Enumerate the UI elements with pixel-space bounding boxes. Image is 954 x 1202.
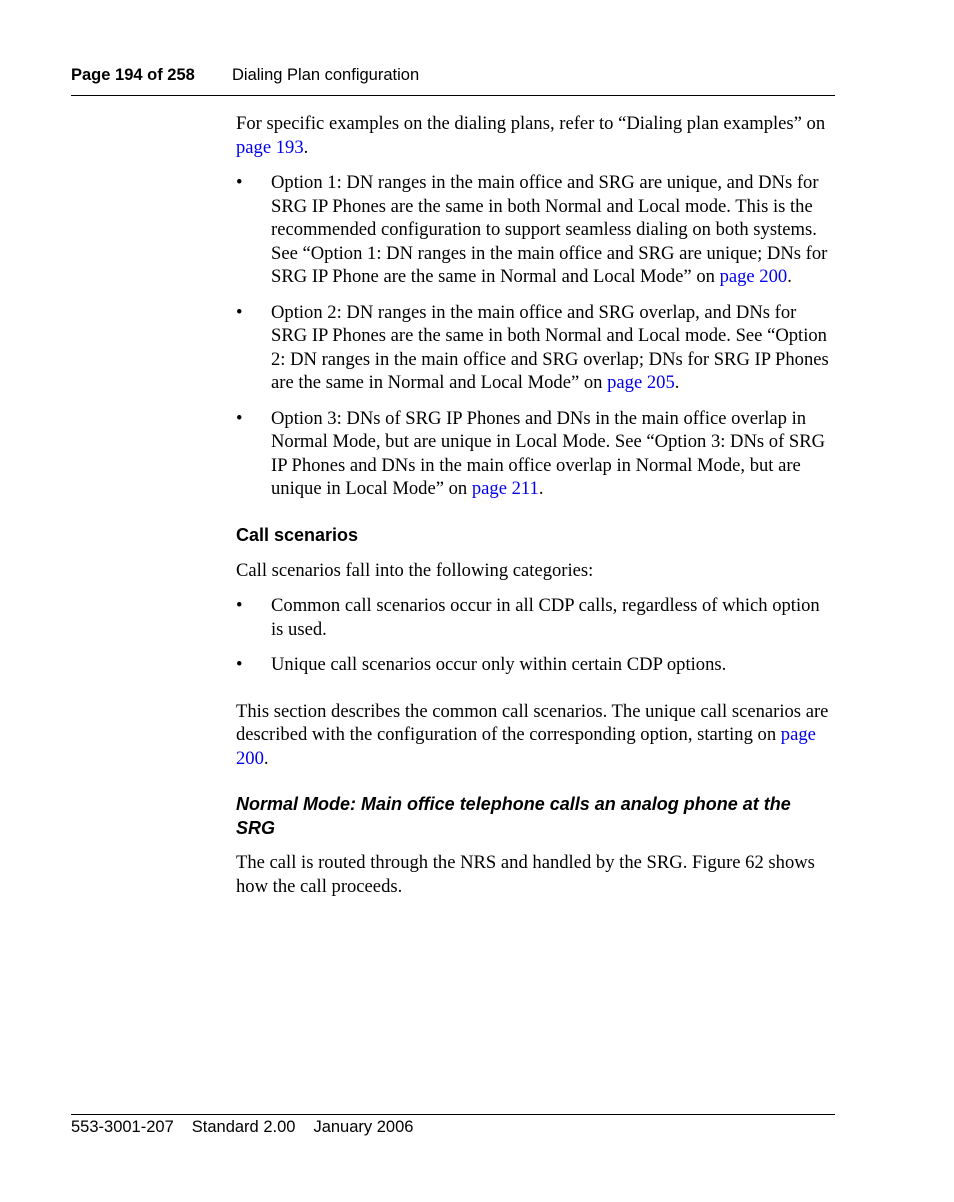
option-3-item: • Option 3: DNs of SRG IP Phones and DNs in the main office overlap in Normal Mode, but are unique in Local Mode. See “Option 3: DNs of SRG IP Phones and DNs in the main office overlap in Normal Mode, but are unique in Local Mode” on page 211. xyxy=(236,407,826,499)
call-scenarios-heading: Call scenarios xyxy=(236,524,359,545)
unique-scenarios-item: • Unique call scenarios occur only within certain CDP options. xyxy=(236,654,727,675)
page-200-link[interactable]: page 200 xyxy=(719,266,788,287)
page-content xyxy=(236,112,834,898)
page-211-link[interactable]: page 211 xyxy=(471,478,539,499)
bullet-icon: • xyxy=(236,172,243,193)
page-193-link[interactable]: page 193 xyxy=(236,136,304,158)
header-rule xyxy=(71,95,835,96)
scenarios-description: This section describes the common call scenarios. The unique call scenarios are described with the configuration of the corresponding option, starting on page 200. xyxy=(236,700,829,769)
section-title: Dialing Plan configuration xyxy=(232,66,420,84)
page-number: Page 194 of 258 xyxy=(71,66,195,84)
option-1-item: • Option 1: DN ranges in the main office and SRG are unique, and DNs for SRG IP Phones are the same in both Normal and Local mode. This is the recommended configuration to support seamless dialing on both systems. See “Option 1: DN ranges in the main office and SRG are unique; DNs for SRG IP Phone are the same in Normal and Local Mode” on page 200. xyxy=(236,172,828,287)
normal-mode-paragraph: The call is routed through the NRS and handled by the SRG. Figure 62 shows how the call proceeds. xyxy=(236,852,815,897)
common-scenarios-item: • Common call scenarios occur in all CDP calls, regardless of which option is used. xyxy=(236,595,820,640)
page-header xyxy=(71,66,835,88)
option-2-item: • Option 2: DN ranges in the main office and SRG overlap, and DNs for SRG IP Phones are the same in both Normal and Local mode. See “Option 2: DN ranges in the main office and SRG overlap; DNs for SRG IP Phones are the same in Normal and Local Mode” on page 205. xyxy=(236,301,829,393)
normal-mode-heading: Normal Mode: Main office telephone calls an analog phone at the SRG xyxy=(236,794,791,838)
publish-date: January 2006 xyxy=(313,1118,414,1136)
call-scenarios-intro: Call scenarios fall into the following categories: xyxy=(236,559,594,581)
page-200-link-2[interactable]: page 200 xyxy=(236,724,816,769)
intro-paragraph: For specific examples on the dialing plans, refer to “Dialing plan examples” on page 193. xyxy=(236,113,826,158)
page-205-link[interactable]: page 205 xyxy=(607,372,675,393)
bullet-icon: • xyxy=(236,654,243,675)
bullet-icon: • xyxy=(236,595,243,616)
footer-rule xyxy=(71,1114,835,1115)
standard-version: Standard 2.00 xyxy=(191,1118,296,1136)
doc-number: 553-3001-207 xyxy=(71,1118,174,1136)
bullet-icon: • xyxy=(236,407,243,429)
page-footer xyxy=(71,1118,431,1137)
bullet-icon: • xyxy=(236,301,243,323)
